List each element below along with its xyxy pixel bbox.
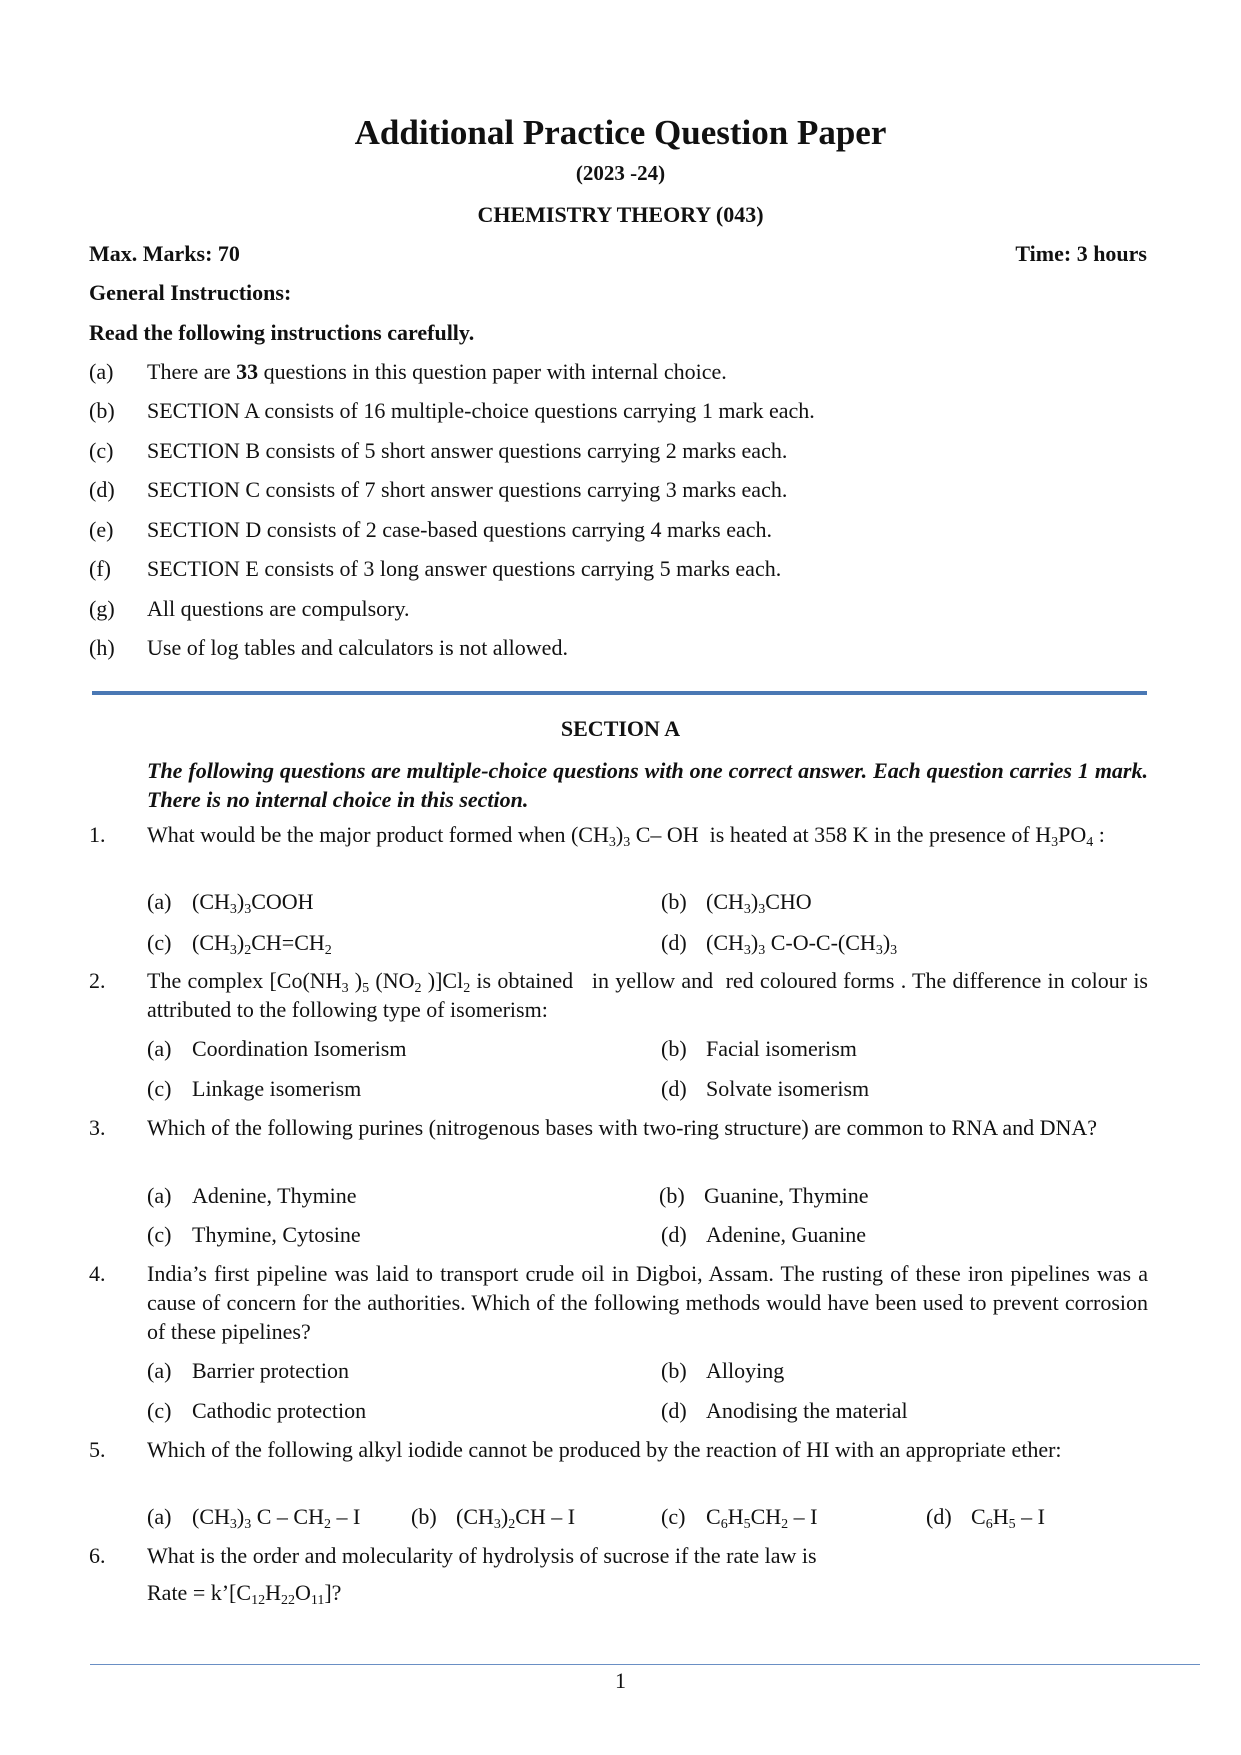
question-text: India’s first pipeline was laid to transport crude oil in Digboi, Assam. The rusting of these iron pipelines was a cause of concern for the authorities. Which of the following methods would have been used to prevent corrosion of these pipelines?	[147, 1261, 1148, 1344]
question-number: 6.	[89, 1543, 106, 1568]
footer-divider	[90, 1664, 1200, 1665]
question-text: What is the order and molecularity of hydrolysis of sucrose if the rate law is	[147, 1543, 817, 1568]
question-text: The complex [$Co(NH_3$ )$_5$ ($NO_2$ )]$Cl_2$ is obtained in yellow and red coloured forms . The difference in colour is attributed to the following type of isomerism:	[147, 968, 1148, 1022]
section-divider	[92, 691, 1147, 695]
option: (a) Coordination Isomerism	[147, 1036, 407, 1061]
option: (b) Facial isomerism	[661, 1036, 857, 1061]
option: (b) Alloying	[661, 1358, 785, 1383]
page-number: 1	[615, 1668, 626, 1693]
instruction-text: SECTION C consists of 7 short answer questions carrying 3 marks each.	[147, 477, 788, 502]
option: (a) Adenine, Thymine	[147, 1183, 357, 1208]
option: (c) Linkage isomerism	[147, 1076, 362, 1101]
max-marks: Max. Marks: 70	[89, 241, 240, 266]
time-allowed: Time: 3 hours	[1015, 241, 1147, 266]
instruction-text: All questions are compulsory.	[147, 596, 410, 621]
general-instructions-heading: General Instructions:	[89, 280, 292, 305]
instruction-text: SECTION B consists of 5 short answer questions carrying 2 marks each.	[147, 438, 788, 463]
instruction-label: (d)	[89, 477, 115, 502]
option: (c) $C_6H_5CH_2$ – I	[661, 1504, 818, 1532]
instruction-text: SECTION A consists of 16 multiple-choice questions carrying 1 mark each.	[147, 398, 815, 423]
section-a-intro: The following questions are multiple-choice questions with one correct answer. Each question carries 1 mark. There is no internal choice in this section.	[147, 758, 1148, 812]
instruction-label: (e)	[89, 517, 114, 542]
paper-subject: CHEMISTRY THEORY (043)	[477, 202, 764, 227]
rate-law: Rate = $k’[C_{12}H_{22}O_{11}]$?	[147, 1580, 342, 1608]
option: (d) Anodising the material	[661, 1398, 908, 1423]
option: (d) $(CH_3)_3$ $C-O-C-(CH_3)_3$	[661, 930, 898, 958]
option: (c) $(CH_3)_2CH=CH_2$	[147, 930, 332, 958]
instruction-label: (c)	[89, 438, 114, 463]
question-number: 5.	[89, 1437, 106, 1462]
paper-title: Additional Practice Question Paper	[354, 113, 887, 152]
section-a-heading: SECTION A	[560, 716, 681, 741]
paper-year: (2023 -24)	[575, 161, 666, 185]
question-count: 33	[236, 359, 259, 384]
option: (b) $(CH_3)_2CH$ – I	[411, 1504, 576, 1532]
question-number: 1.	[89, 822, 106, 847]
instruction-label: (g)	[89, 596, 115, 621]
instruction-label: (h)	[89, 635, 115, 660]
read-instructions-heading: Read the following instructions carefully.	[89, 320, 475, 345]
question-number: 2.	[89, 968, 106, 993]
option: (d) $C_6H_5$ – I	[926, 1504, 1045, 1532]
option: (b) Guanine, Thymine	[659, 1183, 869, 1208]
question-text: Which of the following alkyl iodide cannot be produced by the reaction of HI with an appropriate ether:	[147, 1437, 1062, 1462]
option: (c) Thymine, Cytosine	[147, 1222, 361, 1247]
instruction-label: (a)	[89, 359, 114, 384]
instruction-label: (f)	[89, 556, 111, 581]
option: (d) Solvate isomerism	[661, 1076, 870, 1101]
option: (c) Cathodic protection	[147, 1398, 367, 1423]
option: (a) $(CH_3)_3COOH$	[147, 889, 314, 917]
instruction-text: Use of log tables and calculators is not allowed.	[147, 635, 568, 660]
option: (a) Barrier protection	[147, 1358, 349, 1383]
instruction-text: SECTION D consists of 2 case-based questions carrying 4 marks each.	[147, 517, 773, 542]
instruction-text: There are 33 questions in this question paper with internal choice.	[147, 359, 727, 384]
question-text: Which of the following purines (nitrogenous bases with two-ring structure) are common to RNA and DNA?	[147, 1115, 1098, 1140]
question-number: 4.	[89, 1261, 106, 1286]
question-number: 3.	[89, 1115, 106, 1140]
instruction-label: (b)	[89, 398, 115, 423]
option: (b) $(CH_3)_3CHO$	[661, 889, 812, 917]
option: (d) Adenine, Guanine	[661, 1222, 867, 1247]
question-text: What would be the major product formed when $(CH_3)_3$ C– OH is heated at 358 K in the presence of $H_3PO_4$ :	[147, 822, 1105, 850]
instruction-text: SECTION E consists of 3 long answer questions carrying 5 marks each.	[147, 556, 782, 581]
option: (a) $(CH_3)_3$ C – $CH_2$ – I	[147, 1504, 361, 1532]
